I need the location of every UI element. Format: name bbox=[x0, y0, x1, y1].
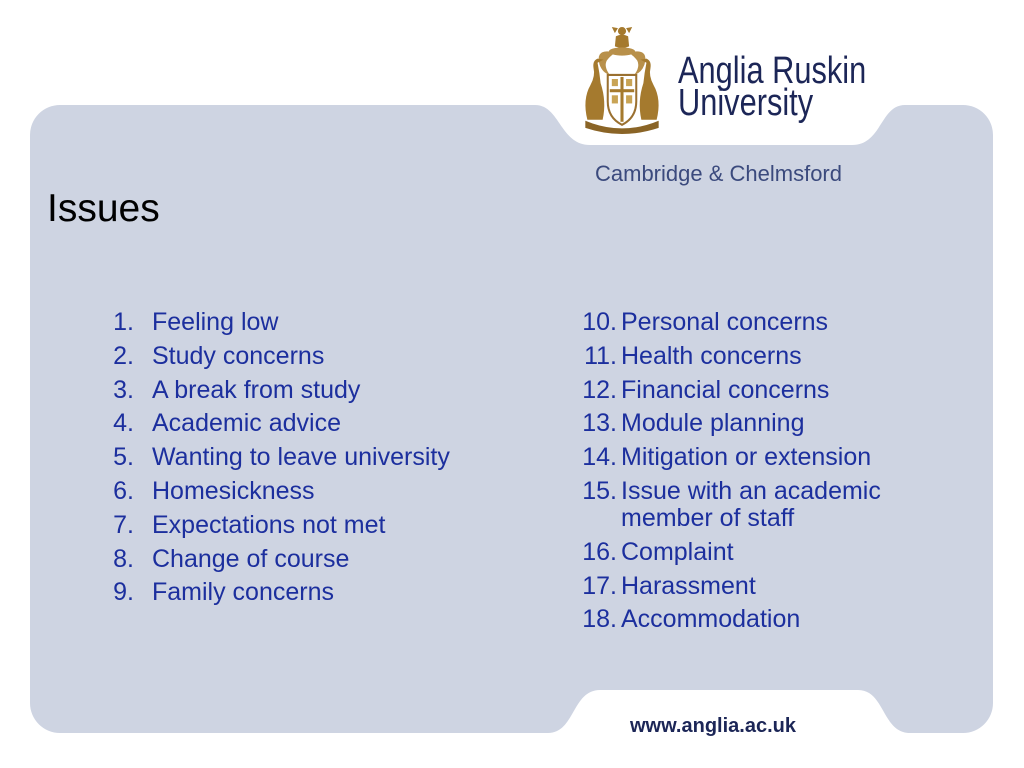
campus-locations: Cambridge & Chelmsford bbox=[595, 161, 842, 186]
crest-top-figure bbox=[612, 27, 632, 48]
issue-number: 11. bbox=[584, 341, 617, 370]
issue-number: 6. bbox=[113, 476, 134, 505]
issue-item bbox=[94, 546, 514, 573]
website-url: www.anglia.ac.uk bbox=[630, 715, 796, 737]
slide-title: Issues bbox=[47, 187, 160, 230]
issue-text: Change of course bbox=[152, 544, 350, 573]
university-name-line1: Anglia Ruskin bbox=[678, 50, 867, 92]
issue-number: 3. bbox=[113, 375, 134, 404]
issue-text: Academic advice bbox=[152, 409, 341, 438]
issue-text: Study concerns bbox=[152, 341, 325, 370]
issue-number: 16. bbox=[582, 537, 617, 566]
issue-number: 2. bbox=[113, 341, 134, 370]
issue-item bbox=[94, 309, 514, 336]
issue-text: Personal concerns bbox=[621, 308, 829, 336]
issue-item bbox=[574, 573, 934, 600]
crest-shield bbox=[608, 75, 637, 125]
issue-text: Health concerns bbox=[621, 341, 802, 370]
issue-number: 14. bbox=[582, 443, 617, 472]
issue-text: Homesickness bbox=[152, 476, 315, 505]
issue-item bbox=[574, 410, 934, 437]
issue-text: Expectations not met bbox=[152, 510, 386, 539]
issue-number: 18. bbox=[582, 605, 617, 634]
issue-text: Issue with an academic member of staff bbox=[621, 476, 881, 532]
issue-item bbox=[94, 444, 514, 471]
issue-number: 9. bbox=[113, 578, 134, 607]
issue-text: Feeling low bbox=[152, 308, 279, 336]
issue-item bbox=[94, 410, 514, 437]
issue-item bbox=[94, 579, 514, 606]
issue-item bbox=[574, 309, 934, 336]
issue-item bbox=[574, 478, 934, 532]
issue-number: 7. bbox=[113, 510, 134, 539]
issue-text: Mitigation or extension bbox=[621, 443, 872, 472]
issue-number: 8. bbox=[113, 544, 134, 573]
issue-number: 13. bbox=[582, 409, 617, 438]
issue-item bbox=[574, 539, 934, 566]
issue-number: 5. bbox=[113, 443, 134, 472]
university-crest-icon bbox=[580, 24, 664, 134]
issue-number: 4. bbox=[113, 409, 134, 438]
issue-text: Family concerns bbox=[152, 578, 334, 607]
issue-number: 1. bbox=[113, 308, 134, 336]
university-name-line2: University bbox=[678, 82, 814, 124]
issue-item bbox=[94, 377, 514, 404]
issue-text: Wanting to leave university bbox=[152, 443, 450, 472]
issue-text: A break from study bbox=[152, 375, 361, 404]
issue-item bbox=[94, 343, 514, 370]
issue-item bbox=[94, 512, 514, 539]
issue-number: 15. bbox=[582, 476, 617, 505]
issue-text: Module planning bbox=[621, 409, 805, 438]
issue-number: 10. bbox=[582, 308, 617, 336]
issue-item bbox=[574, 444, 934, 471]
issue-item bbox=[574, 377, 934, 404]
issue-item bbox=[94, 478, 514, 505]
issue-item bbox=[574, 343, 934, 370]
issue-number: 12. bbox=[582, 375, 617, 404]
issue-number: 17. bbox=[582, 571, 617, 600]
issue-text: Accommodation bbox=[621, 605, 801, 634]
crest-mantling bbox=[599, 47, 646, 75]
issues-list-left bbox=[94, 309, 514, 613]
issues-list-right bbox=[574, 309, 934, 640]
issue-text: Financial concerns bbox=[621, 375, 830, 404]
issue-item bbox=[574, 606, 934, 633]
issue-text: Harassment bbox=[621, 571, 756, 600]
issue-text: Complaint bbox=[621, 537, 734, 566]
